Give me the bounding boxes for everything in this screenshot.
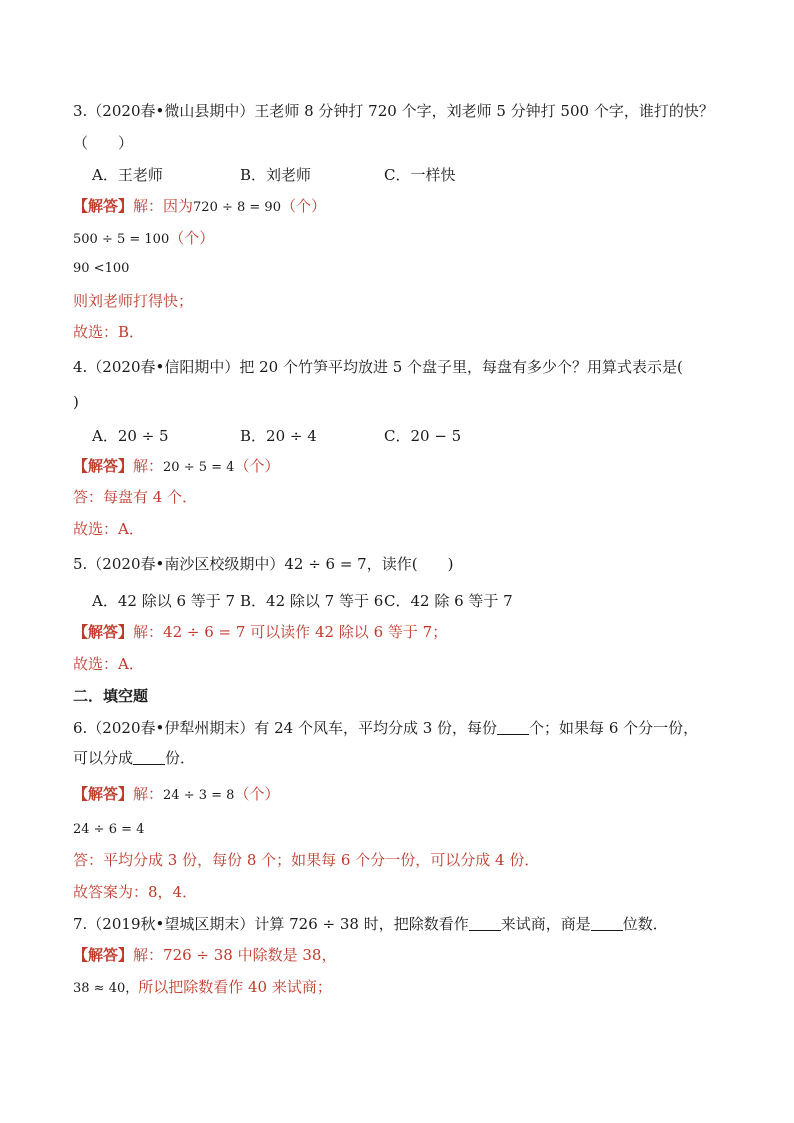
fill-blank [497,720,529,735]
answer-3-compare: 90 <100 [73,261,130,276]
answer-4-answer: 答：每盘有 4 个． [73,488,198,506]
answer-tag: 【解答】 [73,197,134,215]
answer-6-answer: 答：平均分成 3 份，每份 8 个；如果每 6 个分一份，可以分成 4 份． [73,851,540,869]
equation: 500 ÷ 5 = 100 [73,232,170,247]
section-heading: 二．填空题 [73,687,149,705]
unit: （个） [234,457,280,475]
question-3-stem: 3.（2020春•微山县期中）王老师 8 分钟打 720 个字，刘老师 5 分钟打 500 个字，谁打的快？ [73,102,714,120]
answer-tag: 【解答】 [73,457,134,475]
option-b: B．42 除以 7 等于 6 [240,592,384,610]
fill-blank [469,916,501,931]
question-6-line2 [73,748,195,768]
question-3-options [92,165,455,185]
answer-intro: 解： [133,785,164,803]
question-5-options [92,591,513,611]
question-5-stem: 5.（2020春•南沙区校级期中）42 ÷ 6 = 7，读作( ) [73,555,454,573]
question-4-paren: ) [73,393,79,411]
answer-6-fill: 故答案为：8，4． [73,883,198,901]
answer-text: 726 ÷ 38 中除数是 38， [163,946,337,964]
option-c: C．42 除 6 等于 7 [384,592,513,610]
answer-intro: 解： [133,946,164,964]
answer-5-choice: 故选：A． [73,655,144,673]
option-c: C．一样快 [384,166,456,184]
question-6-text-d: 份． [165,749,196,767]
answer-6-equation2: 24 ÷ 6 = 4 [73,822,145,837]
unit: （个） [234,785,280,803]
question-7-text-b: 来试商，商是 [500,915,591,933]
answer-5-line1 [73,622,447,642]
equation: 720 ÷ 8 = 90 [193,200,281,215]
answer-7-line2 [73,977,332,999]
approximation: 38 ≈ 40， [73,981,139,996]
answer-text: 42 ÷ 6 = 7 可以读作 42 除以 6 等于 7； [163,623,448,641]
answer-4-choice: 故选：A． [73,520,144,538]
answer-3-line1 [73,196,326,218]
question-3-paren: （ ） [73,134,134,152]
equation: 24 ÷ 3 = 8 [163,788,235,803]
option-a: A．20 ÷ 5 [92,427,169,445]
unit: （个） [169,229,215,247]
option-c: C．20 − 5 [384,427,462,445]
question-6-text-c: 可以分成 [73,749,134,767]
option-b: B．刘老师 [240,166,312,184]
question-6-line1 [73,718,698,738]
question-4-stem: 4.（2020春•信阳期中）把 20 个竹笋平均放进 5 个盘子里，每盘有多少个？用算式表示是( [73,358,683,376]
answer-tag: 【解答】 [73,785,134,803]
question-7-text-c: 位数． [622,915,668,933]
question-6-text-b: 个；如果每 6 个分一份， [529,719,699,737]
question-4-options [92,426,461,446]
answer-4-line1 [73,456,279,478]
question-6-text-a: 6.（2020春•伊犁州期末）有 24 个风车，平均分成 3 份，每份 [73,719,498,737]
question-7-text-a: 7.（2019秋•望城区期末）计算 726 ÷ 38 时，把除数看作 [73,915,469,933]
answer-intro: 解： [133,623,164,641]
equation: 20 ÷ 5 = 4 [163,460,235,475]
unit: （个） [280,197,326,215]
option-b: B．20 ÷ 4 [240,427,317,445]
answer-intro: 解：因为 [133,197,194,215]
answer-3-conclusion: 则刘老师打得快； [73,292,194,310]
answer-3-choice: 故选：B． [73,323,145,341]
answer-tag: 【解答】 [73,623,134,641]
fill-blank [133,750,165,765]
question-7-stem [73,914,668,934]
answer-tag: 【解答】 [73,946,134,964]
option-a: A．王老师 [92,166,163,184]
answer-7-line1 [73,945,336,965]
fill-blank [591,916,623,931]
answer-intro: 解： [133,457,164,475]
answer-3-line2 [73,228,214,250]
option-a: A．42 除以 6 等于 7 [92,592,236,610]
answer-text: 所以把除数看作 40 来试商； [138,978,332,996]
answer-6-line1 [73,784,279,806]
